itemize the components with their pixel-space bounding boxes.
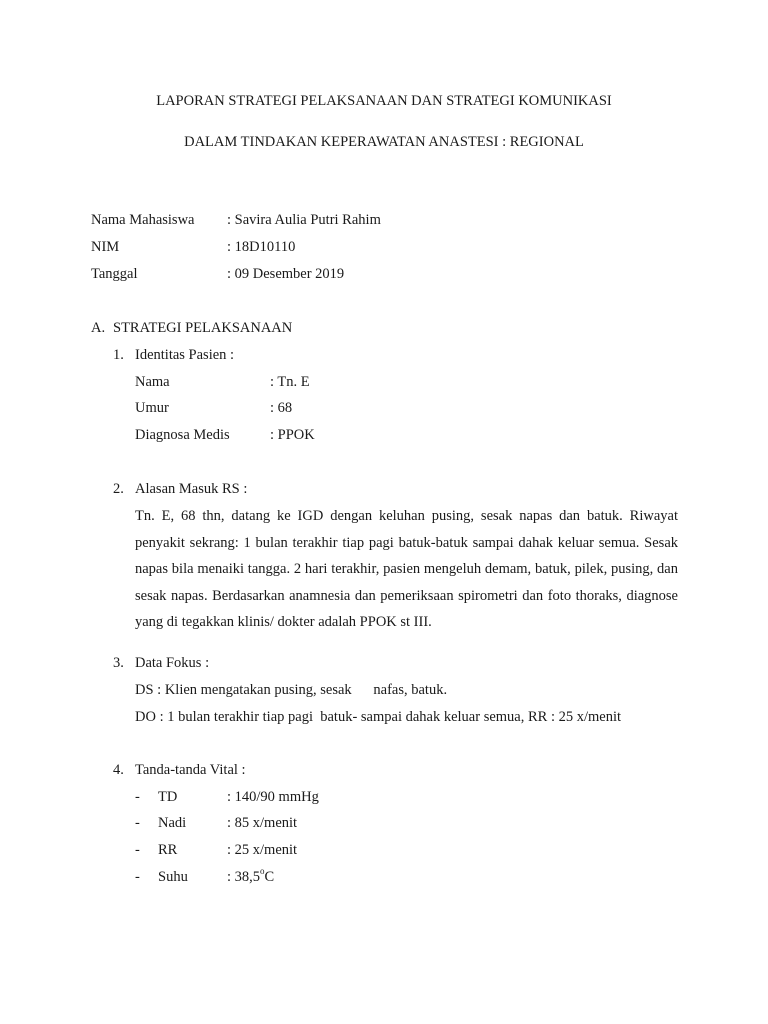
vital-dash: - xyxy=(135,789,140,805)
student-date-value: : 09 Desember 2019 xyxy=(227,266,345,282)
student-date-label: Tanggal xyxy=(91,266,138,282)
patient-diagnosis-label: Diagnosa Medis xyxy=(135,427,230,443)
item-1-heading: Identitas Pasien : xyxy=(135,347,235,363)
vital-td-value: : 140/90 mmHg xyxy=(227,789,319,805)
objective-data: DO : 1 bulan terakhir tiap pagi batuk- sampai dahak keluar semua, RR : 25 x/menit xyxy=(135,709,622,725)
vital-pulse-label: Nadi xyxy=(158,815,187,831)
section-a-heading: STRATEGI PELAKSANAAN xyxy=(113,320,293,336)
vital-dash: - xyxy=(135,869,140,885)
vital-temp-value xyxy=(227,866,275,885)
admission-reason-paragraph: Tn. E, 68 thn, datang ke IGD dengan keluhan pusing, sesak napas dan batuk. Riwayat penyakit sekrang: 1 bulan terakhir tiap pagi batuk-batuk sampai dahak keluar semua. Sesak napas bila menaiki tangga. 2 hari terakhir, pasien mengeluh demam, batuk, pilek, pusing, dan sesak napas. Berdasarkan anamnesia dan pemeriksaan spirometri dan foto thoraks, diagnose yang di tegakkan klinis/ dokter adalah PPOK st III. xyxy=(135,508,678,630)
document-title: LAPORAN STRATEGI PELAKSANAAN DAN STRATEGI KOMUNIKASI xyxy=(156,93,612,109)
subjective-data: DS : Klien mengatakan pusing, sesak nafas, batuk. xyxy=(135,682,448,698)
item-3-number: 3. xyxy=(113,655,124,671)
document-subtitle: DALAM TINDAKAN KEPERAWATAN ANASTESI : REGIONAL xyxy=(184,134,584,150)
student-nim-label: NIM xyxy=(91,239,120,255)
item-2-number: 2. xyxy=(113,481,124,497)
vital-dash: - xyxy=(135,842,140,858)
vital-dash: - xyxy=(135,815,140,831)
vital-pulse-value: : 85 x/menit xyxy=(227,815,298,831)
vital-temp-label: Suhu xyxy=(158,869,188,885)
item-2-heading: Alasan Masuk RS : xyxy=(135,481,248,497)
student-name-value: : Savira Aulia Putri Rahim xyxy=(227,212,381,228)
item-3-heading: Data Fokus : xyxy=(135,655,210,671)
item-4-number: 4. xyxy=(113,762,124,778)
patient-age-label: Umur xyxy=(135,400,169,416)
vital-rr-value: : 25 x/menit xyxy=(227,842,298,858)
patient-diagnosis-value: : PPOK xyxy=(270,427,315,443)
vital-rr-label: RR xyxy=(158,842,178,858)
student-nim-value: : 18D10110 xyxy=(227,239,296,255)
vital-temp-unit: C xyxy=(264,869,275,885)
patient-name-value: : Tn. E xyxy=(270,374,310,390)
item-1-number: 1. xyxy=(113,347,124,363)
patient-name-label: Nama xyxy=(135,374,170,390)
patient-age-value: : 68 xyxy=(270,400,293,416)
vital-td-label: TD xyxy=(158,789,178,805)
vital-temp-number: : 38,5 xyxy=(227,869,261,885)
item-4-heading: Tanda-tanda Vital : xyxy=(135,762,246,778)
student-name-label: Nama Mahasiswa xyxy=(91,212,195,228)
degree-symbol: o xyxy=(260,866,265,877)
section-a-marker: A. xyxy=(91,320,106,336)
